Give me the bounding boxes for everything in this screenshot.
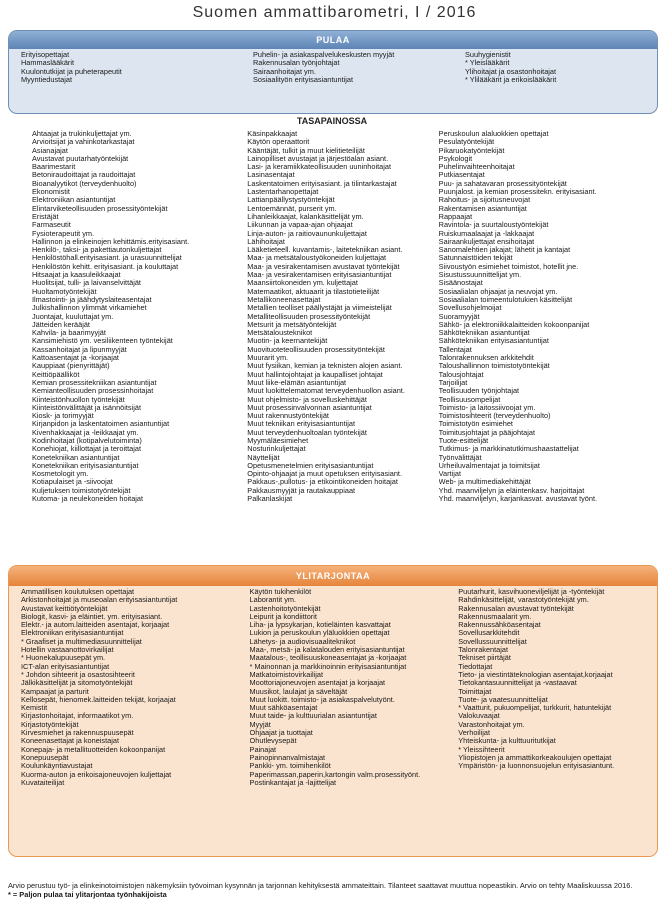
- occupation-item: Fysioterapeutit ym.: [32, 228, 95, 238]
- occupation-item: Myymäläesimiehet: [247, 435, 309, 445]
- occupation-item: Satunnaistöiden tekijät: [438, 253, 513, 263]
- occupation-item: Asianajajat: [32, 145, 68, 155]
- occupation-item: Myyntiedustajat: [21, 74, 73, 84]
- occupation-item: Elintarviketeollisuuden prosessityöntekijät: [32, 203, 168, 213]
- occupation-item: Rahdinkäsittelijät, varastotyöntekijät ym.: [458, 595, 589, 605]
- footer-note: Arvio perustuu työ- ja elinkeinotoimistojen näkemyksiin työvoiman kysynnän ja tarjonnan kehityksestä ammateittain. Tilanteet saattavat muuttua nopeastikin. Arvio on tehty Maaliskuussa 2016.: [8, 881, 633, 890]
- occupation-item: Käytön tukihenkilöt: [249, 588, 312, 596]
- occupation-item: Ammatillisen koulutuksen opettajat: [21, 588, 135, 596]
- occupation-item: Lääketieteell. kuvantamis-, laitetekniikan asiant.: [247, 245, 403, 255]
- occupation-item: Kirvesmiehet ja rakennuspuusepät: [21, 728, 134, 738]
- occupation-item: Tiedottajat: [458, 661, 493, 671]
- occupation-item: Kampaajat ja parturit: [21, 686, 89, 696]
- occupation-item: Urheiluvalmentajat ja toimitsijat: [438, 460, 540, 470]
- occupation-item: Metsätalousteknikot: [247, 328, 313, 338]
- occupation-item: Lastentarhanopettajat: [247, 187, 319, 197]
- occupation-item: Lattianpäällystystyöntekijät: [247, 195, 335, 205]
- occupation-item: Rakennusmaalarit ym.: [458, 611, 532, 621]
- occupation-item: Rakennusalan avustavat työntekijät: [458, 603, 574, 613]
- occupation-item: Lähihoitajat: [247, 236, 285, 246]
- ylitarjontaa-col-2: [250, 588, 459, 787]
- occupation-item: Sähkö- ja elektroniikkalaitteiden kokoonpanijat: [438, 319, 590, 329]
- occupation-item: Maa- ja vesirakentamisen erityisasiantuntijat: [247, 270, 392, 280]
- occupation-item: Ekonomistit: [32, 187, 70, 197]
- ylitarjontaa-section: [8, 565, 658, 857]
- pulaa-col-1: [21, 51, 253, 84]
- occupation-item: Talonrakennuksen arkkitehdit: [438, 353, 534, 363]
- occupation-item: Muut fysiikan, kemian ja teknisten alojen asiant.: [247, 361, 403, 371]
- occupation-item: Tietokantasuunnittelijat ja -vastaavat: [458, 678, 577, 688]
- occupation-item: Toimisto- ja laitossiivoojat ym.: [438, 402, 536, 412]
- occupation-item: Kemianteollisuuden prosessinhoitajat: [32, 386, 154, 396]
- pulaa-col-2: [253, 51, 465, 84]
- occupation-item: Putkiasentajat: [438, 170, 485, 180]
- occupation-item: Matemaatikot, aktuaarit ja tilastotieteilijät: [247, 286, 380, 296]
- occupation-item: Kutoma- ja neulekoneiden hoitajat: [32, 494, 144, 504]
- occupation-item: Betoniraudoittajat ja raudoittajat: [32, 170, 136, 180]
- occupation-item: Ahtaajat ja trukinkuljettajat ym.: [32, 130, 132, 138]
- occupation-item: Nosturinkuljettajat: [247, 444, 306, 454]
- occupation-item: Muut hallintojohtajat ja kaupalliset johtajat: [247, 369, 383, 379]
- occupation-item: Tarjoilijat: [438, 377, 468, 387]
- occupation-item: Puu- ja sahatavaran prosessityöntekijät: [438, 178, 567, 188]
- occupation-item: Laskentatoimen erityisasiant. ja tilintarkastajat: [247, 178, 397, 188]
- occupation-item: ICT-alan erityisasiantuntijat: [21, 661, 110, 671]
- pulaa-col-3: [465, 51, 645, 84]
- footer: [8, 882, 658, 899]
- occupation-item: Kiinteistönvälittäjät ja isännöitsijät: [32, 402, 141, 412]
- occupation-item: Sovellussuunnittelijat: [458, 636, 527, 646]
- occupation-item: Kattoasentajat ja -korjaajat: [32, 353, 119, 363]
- occupation-item: Hammaslääkärit: [21, 58, 75, 68]
- occupation-item: Lihanleikkaajat, kalankäsittelijät ym.: [247, 211, 364, 221]
- occupation-item: Kirjanpidon ja laskentatoimen asiantuntijat: [32, 419, 170, 429]
- occupation-item: Käytön operaattorit: [247, 137, 310, 147]
- occupation-item: Leipurit ja kondiittorit: [249, 611, 317, 621]
- occupation-item: Hitsaajat ja kaasuleikkaajat: [32, 270, 121, 280]
- occupation-item: Elektroniikan asiantuntijat: [32, 195, 116, 205]
- occupation-item: Arkistonhoitajat ja museoalan erityisasiantuntijat: [21, 595, 178, 605]
- occupation-item: Tallentajat: [438, 344, 472, 354]
- occupation-item: Ympäristön- ja luonnonsuojelun erityisasiantunt.: [458, 761, 615, 771]
- occupation-item: Kuljetuksen toimistotyöntekijät: [32, 485, 131, 495]
- occupation-item: Pikaruokatyöntekijät: [438, 145, 505, 155]
- tasapainossa-col-2: [247, 130, 438, 503]
- occupation-item: Matkatoimistovirkailijat: [249, 669, 324, 679]
- occupation-item: Henkilöstöhall.erityisasiant. ja urasuunnittelijat: [32, 253, 182, 263]
- occupation-item: Työnvälittäjät: [438, 452, 482, 462]
- occupation-item: Bioanalyytikot (terveydenhuolto): [32, 178, 137, 188]
- tasapainossa-section: [8, 114, 656, 503]
- occupation-item: Henkilöstön kehitt. erityisasiant. ja kouluttajat: [32, 261, 179, 271]
- occupation-item: Rakennussähköasentajat: [458, 620, 541, 630]
- occupation-item: Lähetys- ja audiovisuaaliteknikot: [249, 636, 356, 646]
- occupation-item: Henkilö-, taksi- ja pakettiautonkuljettajat: [32, 245, 162, 255]
- occupation-item: Koulunkäyntiavustajat: [21, 761, 93, 771]
- occupation-item: Lasinasentajat: [247, 170, 295, 180]
- occupation-item: Kosmetologit ym.: [32, 469, 89, 479]
- occupation-item: * Ylilääkärit ja erikoislääkärit: [465, 74, 557, 84]
- occupation-item: Juontajat, kuuluttajat ym.: [32, 311, 114, 321]
- occupation-item: Kemian prosessitekniikan asiantuntijat: [32, 377, 157, 387]
- occupation-item: Ylihoitajat ja osastonhoitajat: [465, 66, 557, 76]
- occupation-item: Maansiirtokoneiden ym. kuljettajat: [247, 278, 358, 288]
- occupation-item: Yhteiskunta- ja kulttuuritutkijat: [458, 736, 556, 746]
- occupation-item: Metalliteollisuuden prosessityöntekijät: [247, 311, 371, 321]
- occupation-item: Keittiöpäälliköt: [32, 369, 80, 379]
- occupation-item: Kiinteistönhuollon työntekijät: [32, 394, 125, 404]
- occupation-item: Biologit, kasvi- ja eläintiet. ym. erityisasiant.: [21, 611, 163, 621]
- occupation-item: Sanomalehtien jakajat; lähetit ja kantajat: [438, 245, 571, 255]
- occupation-item: Kuvataiteilijat: [21, 777, 65, 787]
- occupation-item: Elektr.- ja autom.laitteiden asentajat, korjaajat: [21, 620, 170, 630]
- occupation-item: Suuhygienistit: [465, 51, 511, 59]
- occupation-item: Moottoriajoneuvojen asentajat ja korjaajat: [249, 678, 386, 688]
- occupation-item: Sosiaalialan toimeentulotukien käsittelijät: [438, 294, 573, 304]
- occupation-item: Kansimiehistö ym. vesiliikenteen työntekijät: [32, 336, 173, 346]
- occupation-item: Muut sähköasentajat: [249, 703, 318, 713]
- occupation-item: * Vaatturit, pukuompelijat, turkkurit, hatuntekijät: [458, 703, 612, 713]
- occupation-item: Sähkötekniikan erityisasiantuntijat: [438, 336, 549, 346]
- occupation-item: Kemistit: [21, 703, 48, 713]
- occupation-item: Kääntäjät, tulkit ja muut kielitieteilijät: [247, 145, 365, 155]
- occupation-item: Rappaajat: [438, 211, 473, 221]
- occupation-item: Web- ja multimediakehittäjät: [438, 477, 531, 487]
- occupation-item: Elektroniikan erityisasiantuntijat: [21, 628, 124, 638]
- occupation-item: Teollisuuden työnjohtajat: [438, 386, 520, 396]
- occupation-item: Kivenhakkaajat ja -leikkaajat ym.: [32, 427, 139, 437]
- occupation-item: Muut taide- ja kulttuurialan asiantuntijat: [249, 711, 377, 721]
- occupation-item: Julkishallinnon ylimmät virkamiehet: [32, 303, 147, 313]
- occupation-item: Konepuusepät: [21, 752, 69, 762]
- occupation-item: Tuote- ja vaatesuunnittelijat: [458, 694, 548, 704]
- ylitarjontaa-heading: YLITARJONTAA: [9, 566, 657, 586]
- occupation-item: Paperimassan,paperin,kartongin valm.prosessityönt.: [249, 769, 421, 779]
- occupation-item: Hallinnon ja elinkeinojen kehittämis.erityisasiant.: [32, 236, 190, 246]
- occupation-item: Psykologit: [438, 153, 473, 163]
- occupation-item: Avustavat keittiötyöntekijät: [21, 603, 108, 613]
- occupation-item: Ruiskumaalaajat ja -lakkaajat: [438, 228, 535, 238]
- ylitarjontaa-col-1: [21, 588, 250, 787]
- occupation-item: Ohjaajat ja tuottajat: [249, 728, 313, 738]
- occupation-item: Opinto-ohjaajat ja muut opetuksen erityisasiant.: [247, 469, 403, 479]
- occupation-item: Konetekniikan asiantuntijat: [32, 452, 120, 462]
- occupation-item: Puutarhurit, kasvihuoneviljelijät ja -työntekijät: [458, 588, 605, 596]
- occupation-item: Kirjastotyöntekijät: [21, 719, 79, 729]
- occupation-item: Sosiaalityön erityisasiantuntijat: [253, 74, 354, 84]
- pulaa-heading: PULAA: [9, 31, 657, 49]
- occupation-item: Lentoemännät, purserit ym.: [247, 203, 337, 213]
- occupation-item: Puhelin- ja asiakaspalvelukeskusten myyjät: [253, 51, 395, 59]
- ylitarjontaa-col-3: [458, 588, 647, 787]
- occupation-item: Painopinnanvalmistajat: [249, 752, 326, 762]
- occupation-item: Toimitusjohtajat ja pääjohtajat: [438, 427, 536, 437]
- occupation-item: Metallien teolliset päällystäjät ja viimeistelijät: [247, 303, 392, 313]
- occupation-item: Sairaanhoitajat ym.: [253, 66, 316, 76]
- occupation-item: Puunjalost. ja kemian prosessitekn. erityisasiant.: [438, 187, 597, 197]
- occupation-item: Vartijat: [438, 469, 461, 479]
- occupation-item: Muut tekniikan erityisasiantuntijat: [247, 419, 356, 429]
- occupation-item: Talousjohtajat: [438, 369, 484, 379]
- occupation-item: Maa- ja vesirakentamisen avustavat työntekijät: [247, 261, 400, 271]
- occupation-item: Maa- ja metsätaloustyökoneiden kuljettajat: [247, 253, 387, 263]
- occupation-item: Muotin- ja keernantekijät: [247, 336, 328, 346]
- occupation-item: Toimistosihteerit (terveydenhuolto): [438, 411, 551, 421]
- occupation-item: Muut terveydenhuoltoalan työntekijät: [247, 427, 367, 437]
- occupation-item: Konetekniikan erityisasiantuntijat: [32, 460, 139, 470]
- occupation-item: Toimistotyön esimiehet: [438, 419, 513, 429]
- occupation-item: Huolitsijat, tulli- ja laivanselvittäjät: [32, 278, 141, 288]
- occupation-item: Näyttelijät: [247, 452, 280, 462]
- occupation-item: Erityisopettajat: [21, 51, 70, 59]
- occupation-item: Valokuvaajat: [458, 711, 500, 721]
- occupation-item: Yliopistojen ja ammattikorkeakoulujen opettajat: [458, 752, 612, 762]
- occupation-item: Talonrakentajat: [458, 645, 509, 655]
- occupation-item: Kassanhoitajat ja lipunmyyjät: [32, 344, 127, 354]
- occupation-item: Sovellusarkkitehdit: [458, 628, 520, 638]
- occupation-item: Muusikot, laulajat ja säveltäjät: [249, 686, 348, 696]
- occupation-item: Tuote-esittelijät: [438, 435, 489, 445]
- occupation-item: Maa-, metsä- ja kalatalouden erityisasiantuntijat: [249, 645, 405, 655]
- occupation-item: Tutkimus- ja markkinatutkimushaastattelijat: [438, 444, 579, 454]
- occupation-item: Kodinhoitajat (kotipalvelutoiminta): [32, 435, 142, 445]
- occupation-item: Baarimestarit: [32, 162, 76, 172]
- occupation-item: Kirjastonhoitajat, informaatikot ym.: [21, 711, 134, 721]
- occupation-item: Pankki- ym. toimihenkilöt: [249, 761, 331, 771]
- occupation-item: Pakkausmyyjät ja rautakauppiaat: [247, 485, 356, 495]
- occupation-item: Liha- ja lypsykarjan, kotieläinten kasvattajat: [249, 620, 391, 630]
- occupation-item: Siivoustyön esimiehet toimistot, hotellit jne.: [438, 261, 579, 271]
- occupation-item: Sairaankuljettajat ensihoitajat: [438, 236, 535, 246]
- occupation-item: Tekniset piirtäjät: [458, 653, 511, 663]
- tasapainossa-col-1: [32, 130, 247, 503]
- occupation-item: * Yleissihteerit: [458, 744, 505, 754]
- occupation-item: Suoramyyjät: [438, 311, 480, 321]
- occupation-item: Kuorma-auton ja erikoisajoneuvojen kuljettajat: [21, 769, 172, 779]
- occupation-item: Toimittajat: [458, 686, 492, 696]
- occupation-item: Palkanlaskijat: [247, 494, 293, 504]
- occupation-item: Postinkantajat ja -lajittelijat: [249, 777, 337, 787]
- occupation-item: Linja-auton- ja raitiovaununkuljettajat: [247, 228, 367, 238]
- occupation-item: Muut rakennustyöntekijät: [247, 411, 329, 421]
- occupation-item: * Mainonnan ja markkinoinnin erityisasiantuntijat: [249, 661, 407, 671]
- occupation-item: Sovellusohjelmoijat: [438, 303, 502, 313]
- occupation-item: Yhd. maanviljelyn, karjankasvat. avustavat työnt.: [438, 494, 598, 504]
- occupation-item: Kauppiaat (pienyrittäjät): [32, 361, 110, 371]
- occupation-item: Konepaja- ja metallituotteiden kokoonpanijat: [21, 744, 166, 754]
- occupation-item: Muut prosessinvalvonnan asiantuntijat: [247, 402, 372, 412]
- occupation-item: Jälkikäsittelijät ja sitomotyöntekijät: [21, 678, 133, 688]
- occupation-item: Lainopilliset avustajat ja järjestöalan asiant.: [247, 153, 389, 163]
- occupation-item: Avustavat puutarhatyöntekijät: [32, 153, 129, 163]
- occupation-item: Liikunnan ja vapaa-ajan ohjaajat: [247, 220, 353, 230]
- occupation-item: Maatalous-, teollisuuskoneasentajat ja -korjaajat: [249, 653, 407, 663]
- occupation-item: Verhoilijat: [458, 728, 491, 738]
- occupation-item: Rakentamisen asiantuntijat: [438, 203, 527, 213]
- occupation-item: Laborantit ym.: [249, 595, 297, 605]
- tasapainossa-col-3: [439, 130, 646, 503]
- occupation-item: Ravintola- ja suurtaloustyöntekijät: [438, 220, 549, 230]
- occupation-item: Myyjät: [249, 719, 271, 729]
- occupation-item: * Yleislääkärit: [465, 58, 510, 68]
- occupation-item: Farmaseutit: [32, 220, 71, 230]
- occupation-item: Kotiapulaiset ja -siivoojat: [32, 477, 113, 487]
- occupation-item: Arvioitsijat ja vahinkotarkastajat: [32, 137, 135, 147]
- occupation-item: Muut liike-elämän asiantuntijat: [247, 377, 347, 387]
- occupation-item: Metallikoneenasettajat: [247, 294, 321, 304]
- occupation-item: Muurarit ym.: [247, 353, 289, 363]
- occupation-item: * Johdon sihteerit ja osastosihteerit: [21, 669, 135, 679]
- occupation-item: Rahoitus- ja sijoitusneuvojat: [438, 195, 531, 205]
- occupation-item: Puhelinvaihteenhoitajat: [438, 162, 515, 172]
- occupation-item: Lukion ja peruskoulun yläluokkien opettajat: [249, 628, 390, 638]
- occupation-item: Hotellin vastaanottovirkailijat: [21, 645, 114, 655]
- footer-legend: * = Paljon pulaa tai ylitarjontaa työnhakijoista: [8, 889, 167, 899]
- tasapainossa-heading: TASAPAINOSSA: [296, 116, 368, 126]
- occupation-item: * Graafiset ja multimediasuunnittelijat: [21, 636, 142, 646]
- occupation-item: Muovituoteteollisuuden prosessityöntekijät: [247, 344, 385, 354]
- occupation-item: Pesulatyöntekijät: [438, 137, 495, 147]
- occupation-item: Yhd. maanviljelyn ja eläintenkasv. harjoittajat: [438, 485, 585, 495]
- occupation-item: Varastonhoitajat ym.: [458, 719, 525, 729]
- occupation-item: Tieto- ja viestintäteknologian asentajat,korjaajat: [458, 669, 613, 679]
- occupation-item: Painajat: [249, 744, 277, 754]
- pulaa-section: [8, 30, 658, 114]
- occupation-item: Lastenhoitotyöntekijät: [249, 603, 321, 613]
- occupation-item: Käsinpakkaajat: [247, 130, 298, 138]
- occupation-item: Rakennusalan työnjohtajat: [253, 58, 340, 68]
- occupation-item: Ilmastointi- ja jäähdytyslaiteasentajat: [32, 294, 152, 304]
- occupation-item: Kuulontutkijat ja puheterapeutit: [21, 66, 122, 76]
- occupation-item: Ohutlevysepät: [249, 736, 297, 746]
- occupation-item: Taloushallinnon toimistotyöntekijät: [438, 361, 550, 371]
- occupation-item: Kahvila- ja baarimyyjät: [32, 328, 106, 338]
- occupation-item: Teollisuusompelijat: [438, 394, 501, 404]
- occupation-item: Opetusmenetelmien erityisasiantuntijat: [247, 460, 374, 470]
- page-title: Suomen ammattibarometri, I / 2016: [192, 4, 477, 21]
- occupation-item: Eristäjät: [32, 211, 59, 221]
- occupation-item: Kellosepät, hienomek.laitteiden tekijät, korjaajat: [21, 694, 176, 704]
- occupation-item: Lasi- ja keramiikkateollisuuden uuninhoitajat: [247, 162, 391, 172]
- occupation-item: Metsurit ja metsätyöntekijät: [247, 319, 337, 329]
- occupation-item: Jätteiden kerääjät: [32, 319, 90, 329]
- occupation-item: Konehiojat, kiillottajat ja teroittajat: [32, 444, 141, 454]
- occupation-item: * Huonekalupuusepät ym.: [21, 653, 106, 663]
- occupation-item: Pakkaus-,pullotus- ja etikointikoneiden hoitajat: [247, 477, 398, 487]
- occupation-item: Sisäänostajat: [438, 278, 483, 288]
- occupation-item: Peruskoulun alaluokkien opettajat: [438, 130, 549, 138]
- occupation-item: Muut ohjelmisto- ja sovelluskehittäjät: [247, 394, 367, 404]
- occupation-item: Kiosk- ja torimyyjät: [32, 411, 94, 421]
- occupation-item: Sisustussuunnittelijat ym.: [438, 270, 522, 280]
- occupation-item: Sähkötekniikan asiantuntijat: [438, 328, 530, 338]
- occupation-item: Sosiaalialan ohjaajat ja neuvojat ym.: [438, 286, 558, 296]
- occupation-item: Muut luokittelematomat terveydenhuollon asiant.: [247, 386, 405, 396]
- occupation-item: Koneenasettajat ja koneistajat: [21, 736, 119, 746]
- occupation-item: Muut luokitt. toimisto- ja asiakaspalvelutyönt.: [249, 694, 395, 704]
- occupation-item: Huoltamotyöntekijät: [32, 286, 97, 296]
